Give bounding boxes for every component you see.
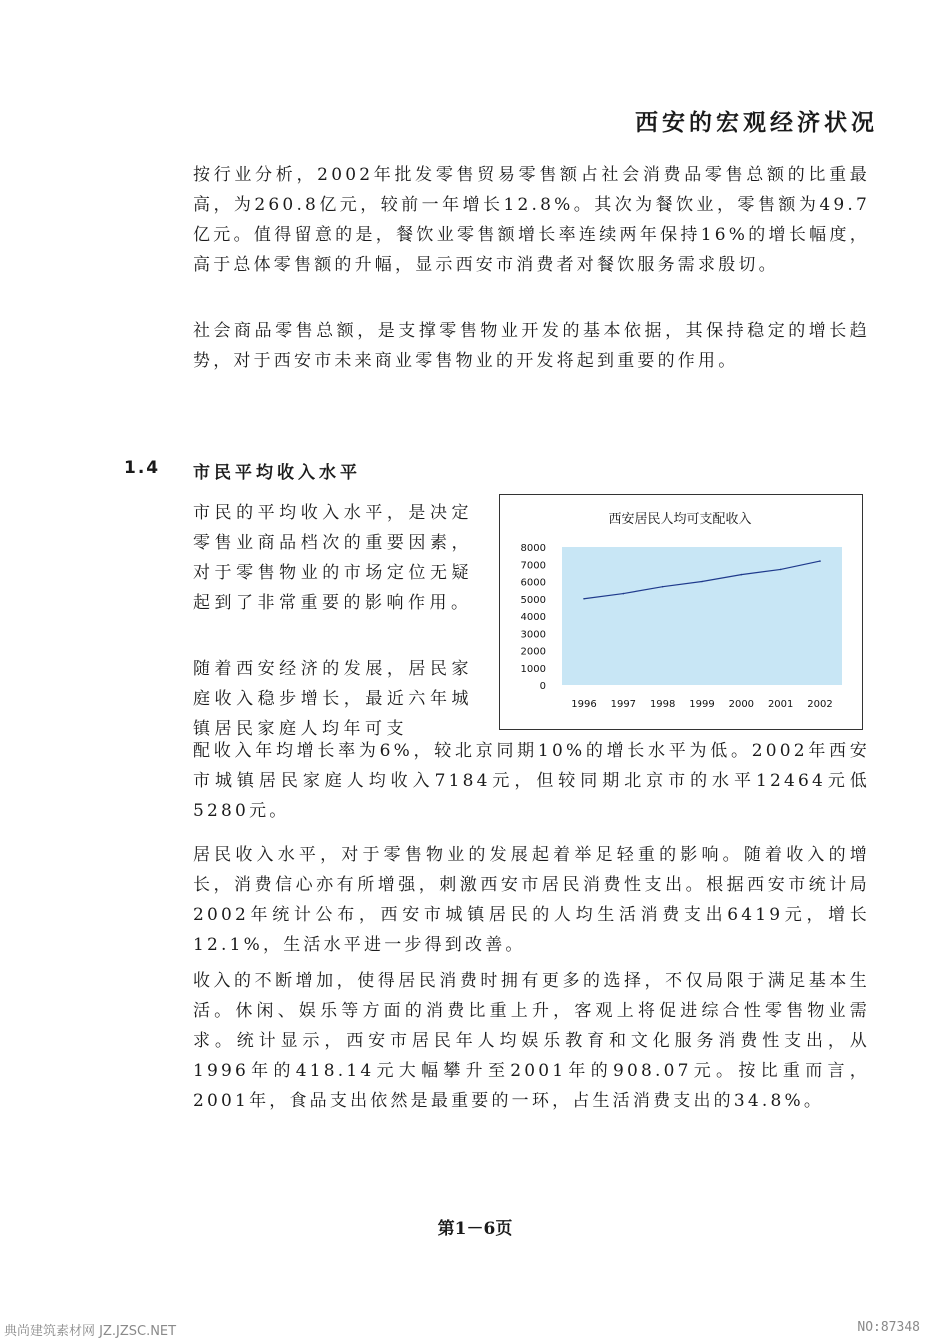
x-tick-label: 2000: [728, 699, 755, 710]
income-chart: [499, 494, 863, 730]
y-tick-label: 7000: [520, 560, 546, 572]
section-number: 1.4: [124, 458, 161, 478]
y-tick-label: 3000: [520, 629, 546, 641]
y-tick-label: 0: [539, 681, 546, 692]
x-tick-label: 1999: [689, 699, 715, 710]
document-id: NO:87348: [857, 1320, 920, 1335]
data-point: [623, 593, 625, 595]
chart-title: 西安居民人均可支配收入: [608, 512, 752, 527]
paragraph-income-level: 市民的平均收入水平，是决定零售业商品档次的重要因素，对于零售物业的市场定位无疑起到了非常重要的影响作用。: [193, 503, 473, 613]
x-tick-label: 1998: [649, 699, 676, 710]
y-tick-label: 2000: [520, 646, 546, 658]
y-tick-label: 8000: [520, 543, 546, 554]
x-tick-label: 1996: [571, 699, 597, 710]
income-chart-svg: [500, 495, 861, 728]
paragraph-consumption: 居民收入水平，对于零售物业的发展起着举足轻重的影响。随着收入的增长，消费信心亦有所增强，刺激西安市居民消费性支出。根据西安市统计局2002年统计公布，西安市城镇居民的人均生活消费支出6419元，增长12.1%，生活水平进一步得到改善。: [193, 845, 870, 955]
watermark-text: 典尚建筑素材网 JZ.JZSC.NET: [4, 1324, 177, 1339]
data-point: [662, 586, 664, 588]
page-header-title: 西安的宏观经济状况: [635, 110, 878, 136]
data-point: [741, 574, 743, 576]
paragraph-income-growth: 随着西安经济的发展，居民家庭收入稳步增长，最近六年城镇居民家庭人均年可支: [193, 659, 473, 739]
x-tick-label: 1997: [610, 699, 637, 710]
data-point: [819, 560, 821, 562]
paragraph-income-compare: 配收入年均增长率为6%，较北京同期10%的增长水平为低。2002年西安市城镇居民家庭人均收入7184元，但较同期北京市的水平12464元低5280元。: [193, 741, 870, 821]
section-title: 市民平均收入水平: [193, 463, 361, 483]
chart-plot-area: [562, 547, 842, 685]
y-tick-label: 4000: [520, 612, 546, 623]
y-tick-label: 1000: [520, 663, 546, 675]
y-tick-label: 5000: [520, 594, 546, 606]
page-number: 第1－6页: [437, 1219, 513, 1239]
data-point: [701, 581, 703, 583]
x-tick-label: 2002: [807, 699, 833, 710]
y-tick-label: 6000: [520, 577, 546, 589]
paragraph-retail-analysis: 按行业分析，2002年批发零售贸易零售额占社会消费品零售总额的比重最高，为260.8亿元，较前一年增长12.8%。其次为餐饮业，零售额为49.7亿元。值得留意的是，餐饮业零售额增长率连续两年保持16%的增长幅度，高于总体零售额的升幅，显示西安市消费者对餐饮服务需求殷切。: [193, 165, 870, 275]
paragraph-retail-total: 社会商品零售总额，是支撑零售物业开发的基本依据，其保持稳定的增长趋势，对于西安市未来商业零售物业的开发将起到重要的作用。: [193, 321, 870, 371]
data-point: [780, 569, 782, 571]
x-tick-label: 2001: [767, 699, 794, 710]
data-point: [583, 598, 585, 600]
paragraph-leisure-spending: 收入的不断增加，使得居民消费时拥有更多的选择，不仅局限于满足基本生活。休闲、娱乐等方面的消费比重上升，客观上将促进综合性零售物业需求。统计显示，西安市居民年人均娱乐教育和文化服务消费性支出，从1996年的418.14元大幅攀升至2001年的908.07元。按比重而言，2001年，食品支出依然是最重要的一环，占生活消费支出的34.8%。: [193, 971, 870, 1111]
